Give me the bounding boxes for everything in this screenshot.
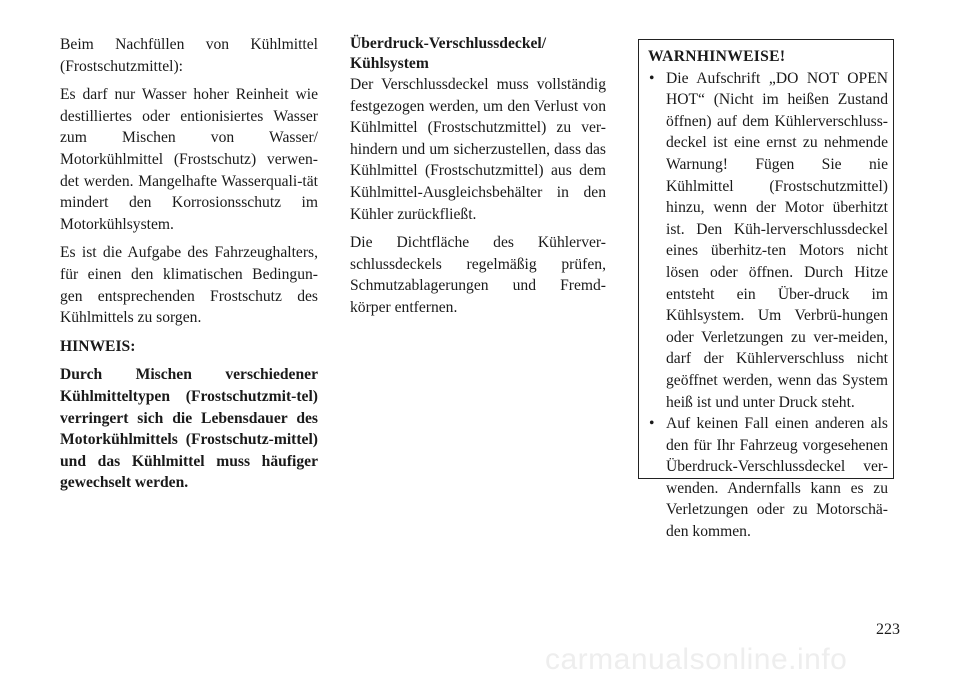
warning-item-text: Die Aufschrift „DO NOT OPEN HOT“ (Nicht im heißen Zustand öffnen) auf dem Kühlerverschluss-deckel ist eine ernst zu nehmende Warnung! Fügen Sie nie Kühlmittel (Frostschutzmittel) hinzu, wenn der Motor überhitzt ist. Den Küh-lerverschlussdeckel eines überhitz-ten Motors nicht lösen oder öffnen. Durch Hitze entsteht ein Über-druck im Kühlsystem. Um Verbrü-hungen oder Verletzungen zu ver-meiden, darf der Kühlerverschluss nicht geöffnet werden, wenn das System heiß ist und unter Druck steht. bbox=[666, 69, 888, 411]
seal-inspection-paragraph: Die Dichtfläche des Kühlerver-schlussdeckels regelmäßig prüfen, Schmutzablagerungen und Fremd-körper entfernen. bbox=[350, 234, 606, 316]
water-purity-paragraph: Es darf nur Wasser hoher Reinheit wie destilliertes oder entionisiertes Wasser zum Mischen von Wasser/ Motorkühlmittel (Frostschutz) verwen-det werden. Mangelhafte Wasserquali-tät mindert den Korrosionsschutz im Motorkühlsystem. bbox=[60, 86, 318, 233]
section-heading bbox=[350, 34, 606, 74]
section-heading-line1: Überdruck-Verschlussdeckel/ bbox=[350, 35, 547, 52]
warning-item-correct-cap bbox=[648, 413, 888, 543]
middle-column bbox=[350, 34, 606, 326]
cap-tightening-paragraph: Der Verschlussdeckel muss vollständig festgezogen werden, um den Verlust von Kühlmittel (Frostschutzmittel) zu ver-hindern und um sicherzustellen, dass das Kühlmittel (Frostschutzmittel) aus dem Kühlmittel-Ausgleichsbehälter in den Kühler zurückfließt. bbox=[350, 76, 606, 223]
owner-responsibility-paragraph: Es ist die Aufgabe des Fahrzeughalters, für einen den klimatischen Bedingun-gen entsprechenden Frostschutz des Kühlmittels zu sorgen. bbox=[60, 244, 318, 327]
warning-item-text: Auf keinen Fall einen anderen als den für Ihr Fahrzeug vorgesehenen Überdruck-Verschlussdeckel ver-wenden. Andernfalls kann es zu Verletzungen oder zu Motorschä-den kommen. bbox=[666, 415, 888, 541]
warning-title: WARNHINWEISE! bbox=[648, 48, 786, 65]
section-heading-line2: Kühlsystem bbox=[350, 55, 429, 72]
footer-watermark: carmanualsonline.info bbox=[545, 643, 848, 676]
warning-box bbox=[638, 39, 894, 541]
bullet-icon: • bbox=[649, 415, 655, 433]
note-text: Durch Mischen verschiedener Kühlmitteltypen (Frostschutzmit-tel) verringert sich die Lebensdauer des Motorkühlmittels (Frostschutz-mittel) und das Kühlmittel muss häufiger gewechselt werden. bbox=[60, 366, 318, 492]
bullet-icon: • bbox=[649, 69, 655, 87]
warning-list bbox=[648, 68, 888, 543]
left-column bbox=[60, 34, 318, 501]
page-number: 223 bbox=[876, 621, 900, 638]
warning-item-do-not-open-hot bbox=[648, 68, 888, 414]
note-title: HINWEIS: bbox=[60, 337, 136, 355]
refill-intro: Beim Nachfüllen von Kühlmittel (Frostschutzmittel): bbox=[60, 36, 318, 75]
